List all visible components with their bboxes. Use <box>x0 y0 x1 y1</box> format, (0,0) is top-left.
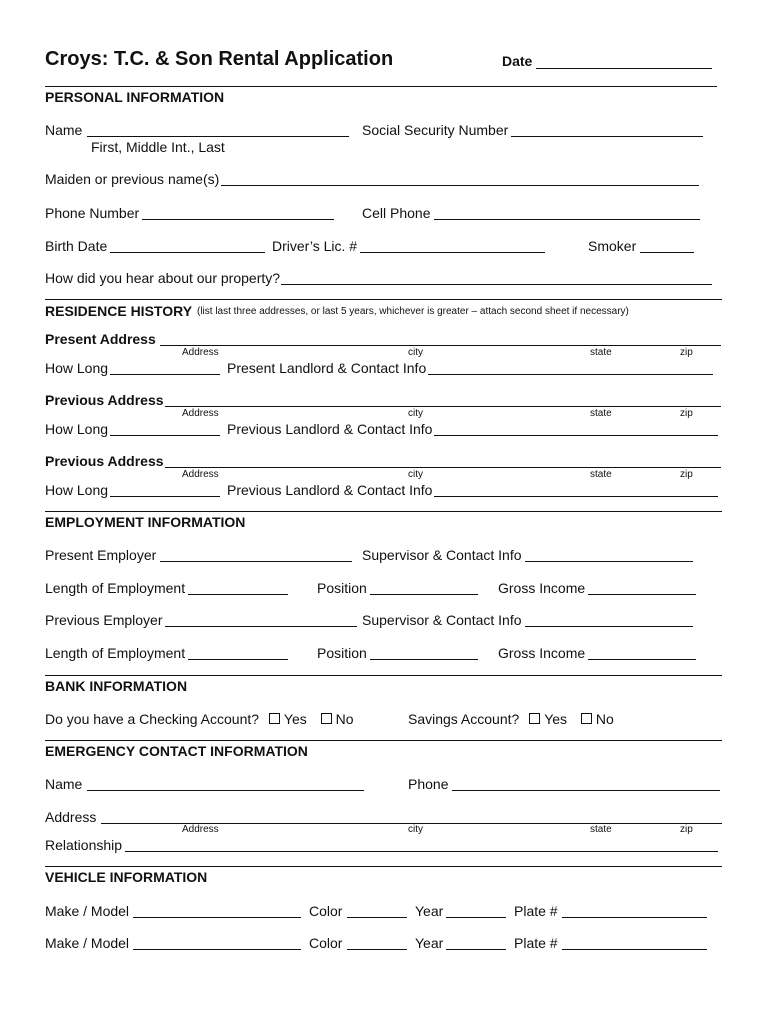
checking-label: Do you have a Checking Account? <box>45 711 260 727</box>
savings-row <box>408 711 614 727</box>
checking-no-checkbox[interactable] <box>321 713 332 724</box>
drivers-license-label: Driver’s Lic. # <box>272 238 358 254</box>
how-long-field[interactable] <box>110 360 220 375</box>
present-landlord-label: Present Landlord & Contact Info <box>227 360 427 376</box>
how-long-field[interactable] <box>110 421 220 436</box>
position-field[interactable] <box>370 645 478 660</box>
position-label: Position <box>317 580 367 596</box>
color-field[interactable] <box>347 935 407 950</box>
sub-state: state <box>590 347 612 358</box>
previous-address-label: Previous Address <box>45 392 164 408</box>
divider <box>45 866 722 867</box>
previous-employer-label: Previous Employer <box>45 612 163 628</box>
supervisor-field[interactable] <box>525 612 693 627</box>
emergency-address-field[interactable] <box>101 809 722 824</box>
plate-label: Plate # <box>514 903 558 919</box>
smoker-label: Smoker <box>588 238 637 254</box>
length-of-employment-label: Length of Employment <box>45 580 186 596</box>
form-title: Croys: T.C. & Son Rental Application <box>45 48 394 70</box>
phone-label: Phone Number <box>45 205 140 221</box>
savings-no-checkbox[interactable] <box>581 713 592 724</box>
ssn-label: Social Security Number <box>362 122 509 138</box>
checking-row <box>45 711 354 727</box>
drivers-license-field[interactable] <box>360 238 545 253</box>
color-label: Color <box>309 935 343 951</box>
make-model-label: Make / Model <box>45 935 130 951</box>
relationship-label: Relationship <box>45 837 123 853</box>
previous-landlord-label: Previous Landlord & Contact Info <box>227 421 433 437</box>
divider <box>45 86 717 87</box>
year-label: Year <box>415 903 444 919</box>
year-field[interactable] <box>446 935 506 950</box>
plate-field[interactable] <box>562 935 707 950</box>
section-heading-emergency: EMERGENCY CONTACT INFORMATION <box>45 743 308 759</box>
previous-address-field[interactable] <box>165 453 721 468</box>
divider <box>45 299 722 300</box>
emergency-name-field[interactable] <box>87 776 364 791</box>
present-employer-field[interactable] <box>160 547 352 562</box>
present-landlord-field[interactable] <box>428 360 713 375</box>
savings-no-label: No <box>595 711 614 727</box>
emergency-address-label: Address <box>45 809 97 825</box>
sub-zip: zip <box>680 469 693 480</box>
cell-phone-label: Cell Phone <box>362 205 431 221</box>
section-heading-employment: EMPLOYMENT INFORMATION <box>45 514 246 530</box>
plate-field[interactable] <box>562 903 707 918</box>
section-heading-bank: BANK INFORMATION <box>45 678 188 694</box>
previous-address-label: Previous Address <box>45 453 164 469</box>
emergency-phone-field[interactable] <box>452 776 720 791</box>
date-label: Date <box>502 53 533 69</box>
name-field[interactable] <box>87 122 349 137</box>
sub-city: city <box>408 408 423 419</box>
emergency-phone-label: Phone <box>408 776 449 792</box>
sub-address: Address <box>182 469 219 480</box>
gross-income-field[interactable] <box>588 580 696 595</box>
supervisor-label: Supervisor & Contact Info <box>362 612 522 628</box>
ssn-field[interactable] <box>511 122 703 137</box>
sub-city: city <box>408 347 423 358</box>
how-long-label: How Long <box>45 360 109 376</box>
year-label: Year <box>415 935 444 951</box>
divider <box>45 511 722 512</box>
supervisor-label: Supervisor & Contact Info <box>362 547 522 563</box>
make-model-label: Make / Model <box>45 903 130 919</box>
present-employer-label: Present Employer <box>45 547 157 563</box>
maiden-name-field[interactable] <box>221 171 699 186</box>
checking-yes-checkbox[interactable] <box>269 713 280 724</box>
sub-state: state <box>590 408 612 419</box>
gross-income-label: Gross Income <box>498 580 586 596</box>
sub-city: city <box>408 824 423 835</box>
savings-yes-checkbox[interactable] <box>529 713 540 724</box>
sub-zip: zip <box>680 347 693 358</box>
length-of-employment-label: Length of Employment <box>45 645 186 661</box>
previous-address-field[interactable] <box>165 392 721 407</box>
divider <box>45 740 722 741</box>
plate-label: Plate # <box>514 935 558 951</box>
how-long-field[interactable] <box>110 482 220 497</box>
previous-landlord-field[interactable] <box>434 482 718 497</box>
section-heading-personal: PERSONAL INFORMATION <box>45 89 225 105</box>
sub-address: Address <box>182 824 219 835</box>
cell-phone-field[interactable] <box>434 205 700 220</box>
savings-yes-label: Yes <box>544 711 568 727</box>
how-long-label: How Long <box>45 421 109 437</box>
savings-label: Savings Account? <box>408 711 520 727</box>
sub-state: state <box>590 824 612 835</box>
smoker-field[interactable] <box>640 238 694 253</box>
color-field[interactable] <box>347 903 407 918</box>
length-of-employment-field[interactable] <box>188 645 288 660</box>
phone-field[interactable] <box>142 205 334 220</box>
sub-zip: zip <box>680 408 693 419</box>
birth-date-label: Birth Date <box>45 238 108 254</box>
divider <box>45 675 722 676</box>
name-hint: First, Middle Int., Last <box>91 139 225 155</box>
make-model-field[interactable] <box>133 903 301 918</box>
color-label: Color <box>309 903 343 919</box>
sub-address: Address <box>182 347 219 358</box>
referral-field[interactable] <box>281 270 712 285</box>
gross-income-field[interactable] <box>588 645 696 660</box>
year-field[interactable] <box>446 903 506 918</box>
residence-note: (list last three addresses, or last 5 years, whichever is greater – attach second sheet if necessary) <box>197 306 629 317</box>
maiden-name-label: Maiden or previous name(s) <box>45 171 220 187</box>
date-field[interactable] <box>536 53 712 69</box>
referral-label: How did you hear about our property? <box>45 270 281 286</box>
relationship-field[interactable] <box>125 837 718 852</box>
previous-landlord-field[interactable] <box>434 421 718 436</box>
make-model-field[interactable] <box>133 935 301 950</box>
checking-yes-label: Yes <box>283 711 307 727</box>
previous-landlord-label: Previous Landlord & Contact Info <box>227 482 433 498</box>
sub-city: city <box>408 469 423 480</box>
gross-income-label: Gross Income <box>498 645 586 661</box>
birth-date-field[interactable] <box>110 238 265 253</box>
position-label: Position <box>317 645 367 661</box>
length-of-employment-field[interactable] <box>188 580 288 595</box>
position-field[interactable] <box>370 580 478 595</box>
section-heading-residence: RESIDENCE HISTORY <box>45 303 193 319</box>
present-address-field[interactable] <box>160 331 721 346</box>
name-label: Name <box>45 122 83 138</box>
sub-address: Address <box>182 408 219 419</box>
emergency-name-label: Name <box>45 776 83 792</box>
previous-employer-field[interactable] <box>165 612 357 627</box>
how-long-label: How Long <box>45 482 109 498</box>
section-heading-vehicle: VEHICLE INFORMATION <box>45 869 208 885</box>
checking-no-label: No <box>335 711 354 727</box>
supervisor-field[interactable] <box>525 547 693 562</box>
present-address-label: Present Address <box>45 331 156 347</box>
sub-zip: zip <box>680 824 693 835</box>
sub-state: state <box>590 469 612 480</box>
